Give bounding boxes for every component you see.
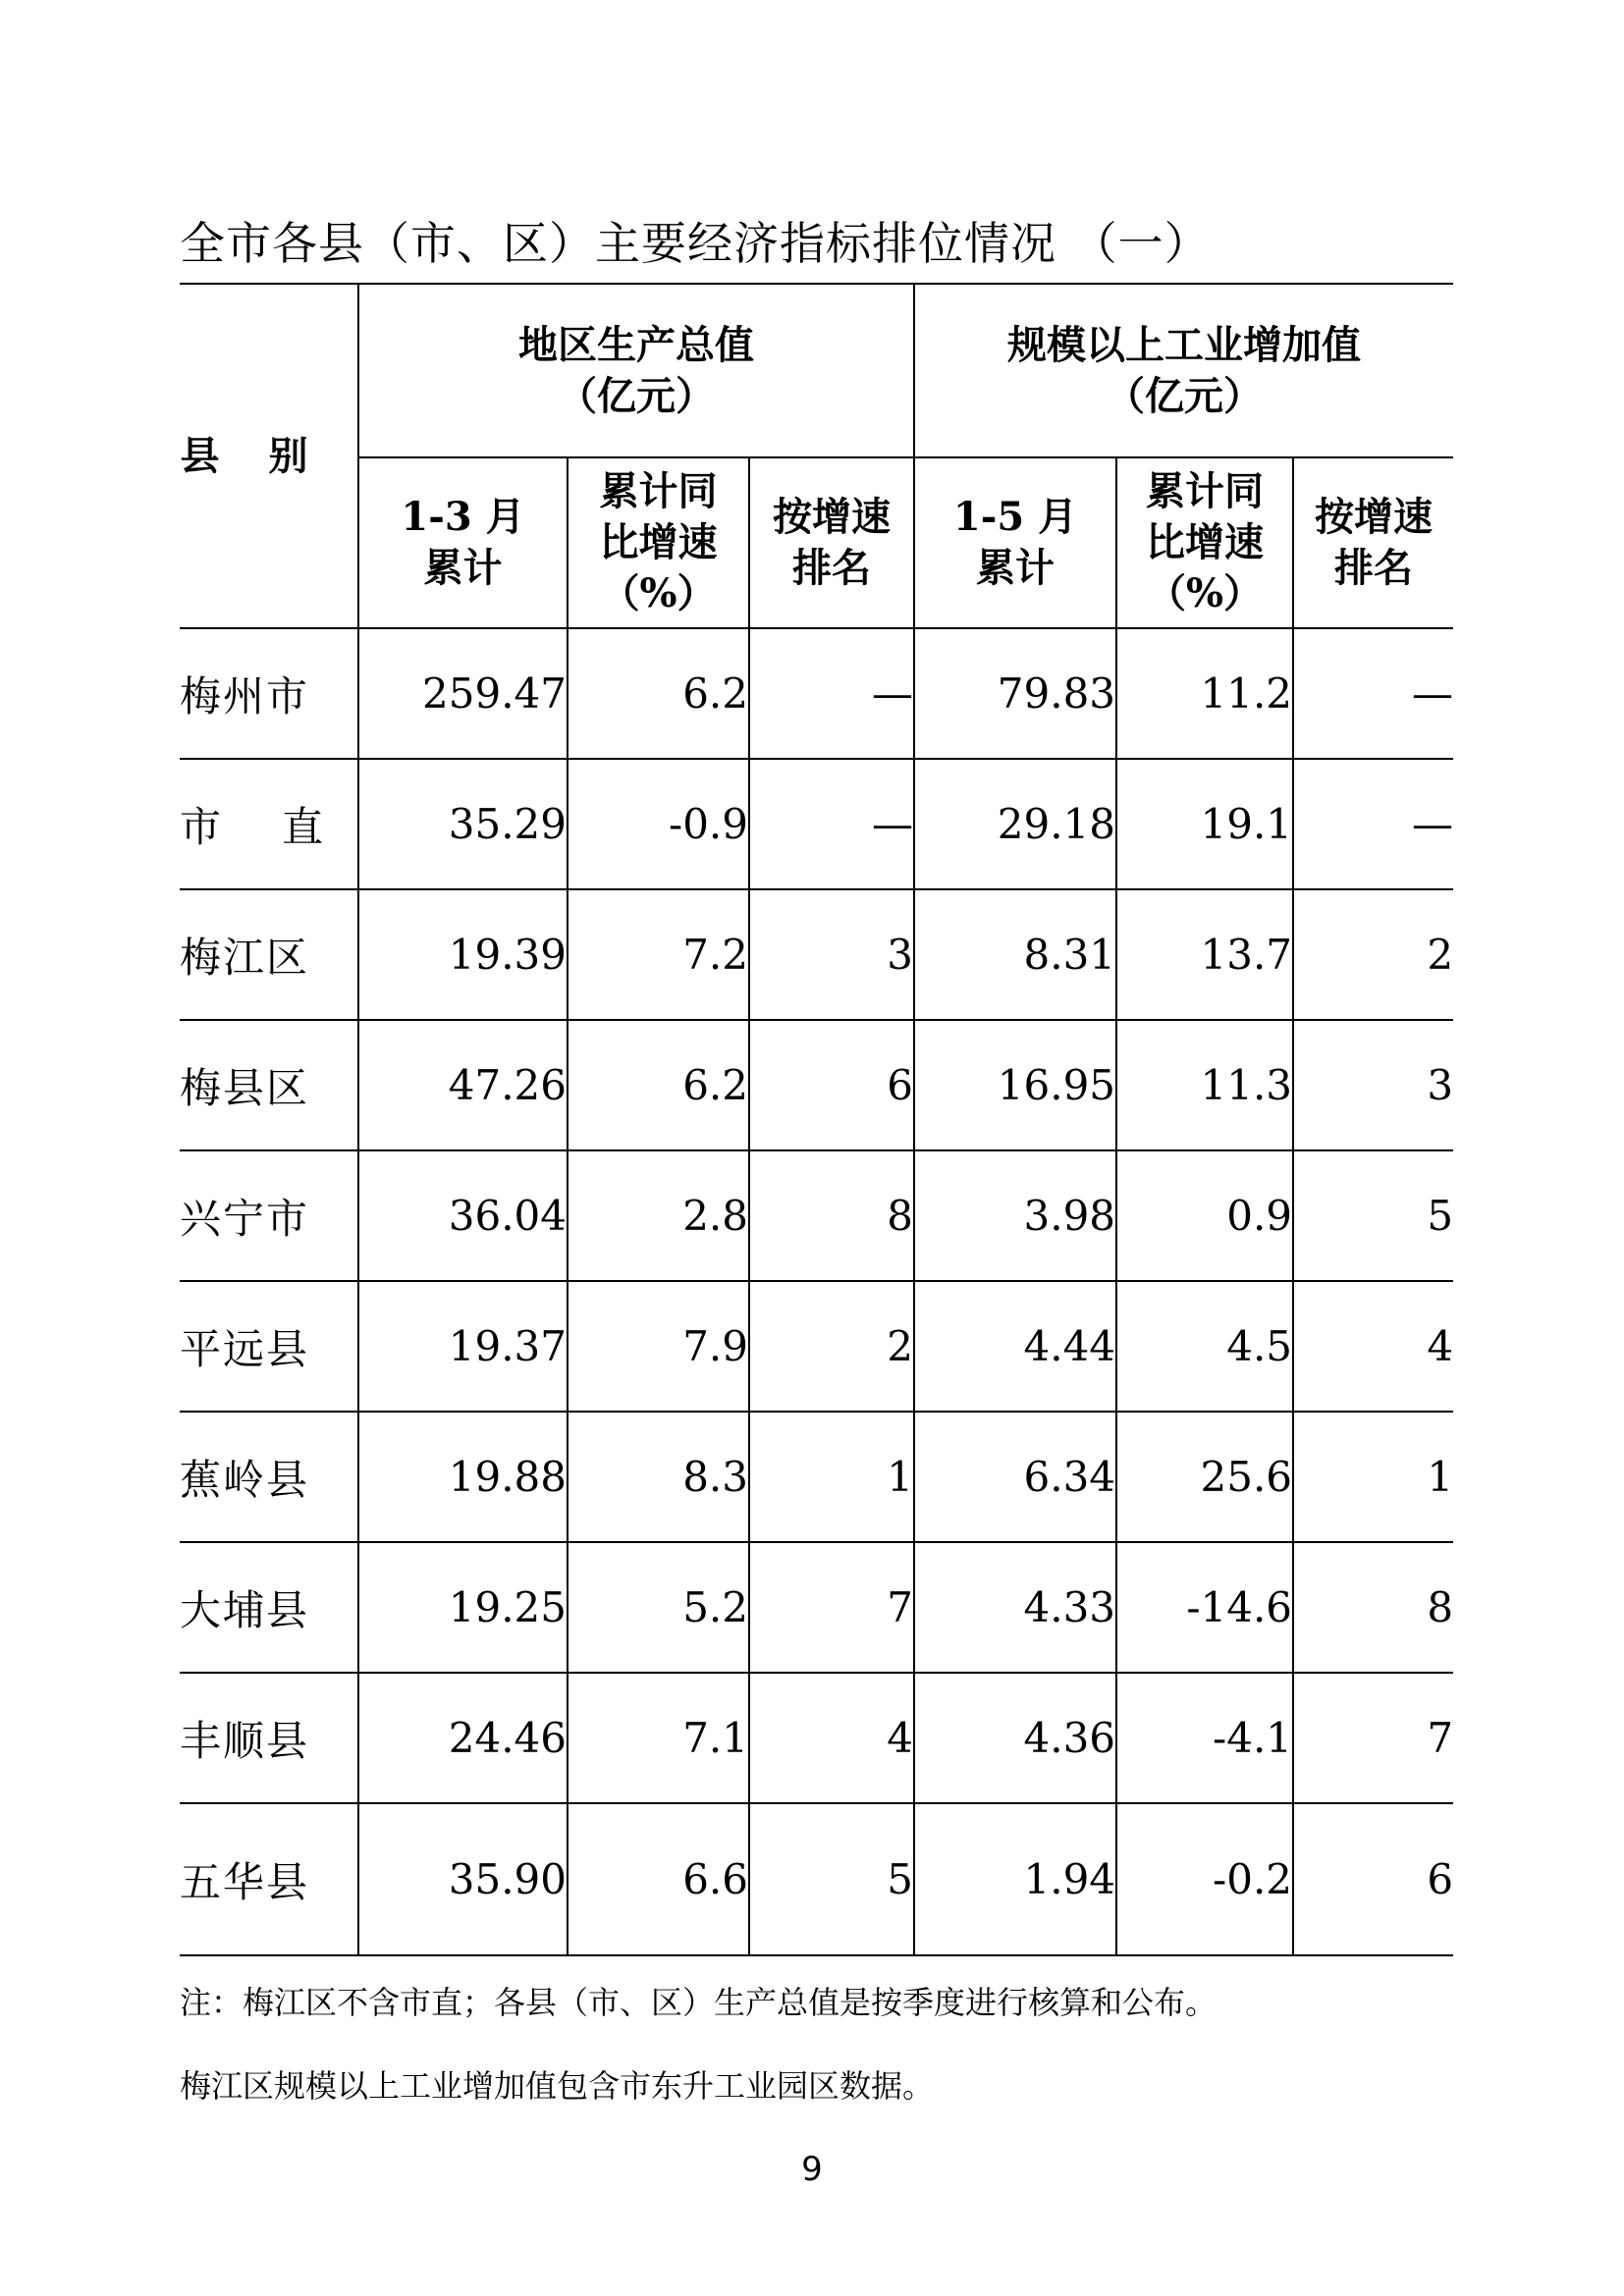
gdp-rank: 2 <box>749 1281 914 1412</box>
gdp-growth: -0.9 <box>568 759 749 889</box>
county-name: 梅江区 <box>180 889 358 1020</box>
group-header-industry-name: 规模以上工业增加值 <box>1007 321 1362 368</box>
gdp-growth: 2.8 <box>568 1150 749 1281</box>
gdp-value: 36.04 <box>358 1150 568 1281</box>
table-row <box>180 1412 1453 1542</box>
table-row <box>180 1803 1453 1955</box>
gdp-rank: 4 <box>749 1673 914 1803</box>
industry-rank: 3 <box>1293 1020 1453 1150</box>
subheader-line: 排名 <box>792 545 872 591</box>
industry-value: 1.94 <box>914 1803 1116 1955</box>
county-name: 蕉岭县 <box>180 1412 358 1542</box>
county-name: 平远县 <box>180 1281 358 1412</box>
gdp-growth: 7.9 <box>568 1281 749 1412</box>
subheader-line: 1-3 月 <box>401 494 525 540</box>
industry-rank: 4 <box>1293 1281 1453 1412</box>
subheader-line: （%） <box>1147 570 1264 616</box>
industry-value: 4.44 <box>914 1281 1116 1412</box>
gdp-value: 24.46 <box>358 1673 568 1803</box>
industry-growth: -4.1 <box>1116 1673 1293 1803</box>
industry-rank: 6 <box>1293 1803 1453 1955</box>
subheader-line: 比增速 <box>1146 519 1265 565</box>
subheader-line: 按增速 <box>1315 494 1434 540</box>
subheader-gdp-rank <box>749 457 914 628</box>
subheader-line: 累计 <box>976 545 1056 591</box>
page-title: 全市各县（市、区）主要经济指标排位情况 （一） <box>180 217 1211 270</box>
subheader-line: 累计同 <box>599 468 718 514</box>
gdp-value: 35.90 <box>358 1803 568 1955</box>
industry-value: 3.98 <box>914 1150 1116 1281</box>
indicator-table <box>180 283 1453 1956</box>
group-header-industry-unit: （亿元） <box>1106 372 1264 419</box>
subheader-line: 1-5 月 <box>952 494 1078 540</box>
industry-rank: 5 <box>1293 1150 1453 1281</box>
county-name: 梅州市 <box>180 628 358 759</box>
table-row <box>180 1281 1453 1412</box>
subheader-industry-growth <box>1116 457 1293 628</box>
page-number: 9 <box>801 2150 823 2189</box>
footnote-2: 梅江区规模以上工业增加值包含市东升工业园区数据。 <box>180 2067 935 2105</box>
industry-growth: 0.9 <box>1116 1150 1293 1281</box>
industry-growth: 11.3 <box>1116 1020 1293 1150</box>
county-name: 五华县 <box>180 1803 358 1955</box>
subheader-industry-rank <box>1293 457 1453 628</box>
gdp-rank: 8 <box>749 1150 914 1281</box>
gdp-value: 259.47 <box>358 628 568 759</box>
gdp-rank: — <box>749 628 914 759</box>
gdp-rank: — <box>749 759 914 889</box>
gdp-rank: 3 <box>749 889 914 1020</box>
subheader-line: 累计同 <box>1146 468 1265 514</box>
industry-value: 29.18 <box>914 759 1116 889</box>
industry-rank: — <box>1293 628 1453 759</box>
subheader-gdp-cumulative <box>358 457 568 628</box>
industry-value: 79.83 <box>914 628 1116 759</box>
county-header: 县别 <box>180 284 358 628</box>
table-row <box>180 759 1453 889</box>
table-row <box>180 1542 1453 1673</box>
group-header-gdp-name: 地区生产总值 <box>518 321 755 368</box>
county-name: 市直 <box>180 759 358 889</box>
industry-growth: -14.6 <box>1116 1542 1293 1673</box>
gdp-value: 19.88 <box>358 1412 568 1542</box>
subheader-gdp-growth <box>568 457 749 628</box>
gdp-growth: 7.1 <box>568 1673 749 1803</box>
county-name: 丰顺县 <box>180 1673 358 1803</box>
industry-value: 8.31 <box>914 889 1116 1020</box>
gdp-value: 47.26 <box>358 1020 568 1150</box>
table-row <box>180 628 1453 759</box>
industry-growth: -0.2 <box>1116 1803 1293 1955</box>
industry-growth: 25.6 <box>1116 1412 1293 1542</box>
industry-rank: 8 <box>1293 1542 1453 1673</box>
industry-value: 4.36 <box>914 1673 1116 1803</box>
industry-rank: 1 <box>1293 1412 1453 1542</box>
county-name: 大埔县 <box>180 1542 358 1673</box>
group-header-industry <box>914 284 1453 457</box>
subheader-line: 按增速 <box>773 494 892 540</box>
subheader-industry-cumulative <box>914 457 1116 628</box>
industry-rank: 2 <box>1293 889 1453 1020</box>
table-row <box>180 1150 1453 1281</box>
gdp-rank: 6 <box>749 1020 914 1150</box>
subheader-line: 累计 <box>423 545 503 591</box>
industry-rank: 7 <box>1293 1673 1453 1803</box>
gdp-rank: 1 <box>749 1412 914 1542</box>
industry-growth: 13.7 <box>1116 889 1293 1020</box>
table-row <box>180 1020 1453 1150</box>
industry-rank: — <box>1293 759 1453 889</box>
gdp-growth: 6.2 <box>568 1020 749 1150</box>
industry-growth: 19.1 <box>1116 759 1293 889</box>
industry-growth: 4.5 <box>1116 1281 1293 1412</box>
county-name: 梅县区 <box>180 1020 358 1150</box>
gdp-growth: 8.3 <box>568 1412 749 1542</box>
industry-value: 16.95 <box>914 1020 1116 1150</box>
industry-value: 4.33 <box>914 1542 1116 1673</box>
gdp-value: 35.29 <box>358 759 568 889</box>
gdp-rank: 7 <box>749 1542 914 1673</box>
group-header-gdp <box>358 284 914 457</box>
gdp-growth: 6.2 <box>568 628 749 759</box>
footnote-1: 注：梅江区不含市直；各县（市、区）生产总值是按季度进行核算和公布。 <box>180 1984 1218 2021</box>
subheader-line: 排名 <box>1334 545 1414 591</box>
subheader-line: （%） <box>600 570 717 616</box>
table-row <box>180 889 1453 1020</box>
group-header-gdp-unit: （亿元） <box>558 372 716 419</box>
gdp-growth: 5.2 <box>568 1542 749 1673</box>
gdp-value: 19.25 <box>358 1542 568 1673</box>
table-row <box>180 1673 1453 1803</box>
gdp-value: 19.37 <box>358 1281 568 1412</box>
subheader-line: 比增速 <box>599 519 718 565</box>
county-name: 兴宁市 <box>180 1150 358 1281</box>
gdp-growth: 6.6 <box>568 1803 749 1955</box>
gdp-rank: 5 <box>749 1803 914 1955</box>
industry-growth: 11.2 <box>1116 628 1293 759</box>
gdp-growth: 7.2 <box>568 889 749 1020</box>
gdp-value: 19.39 <box>358 889 568 1020</box>
industry-value: 6.34 <box>914 1412 1116 1542</box>
